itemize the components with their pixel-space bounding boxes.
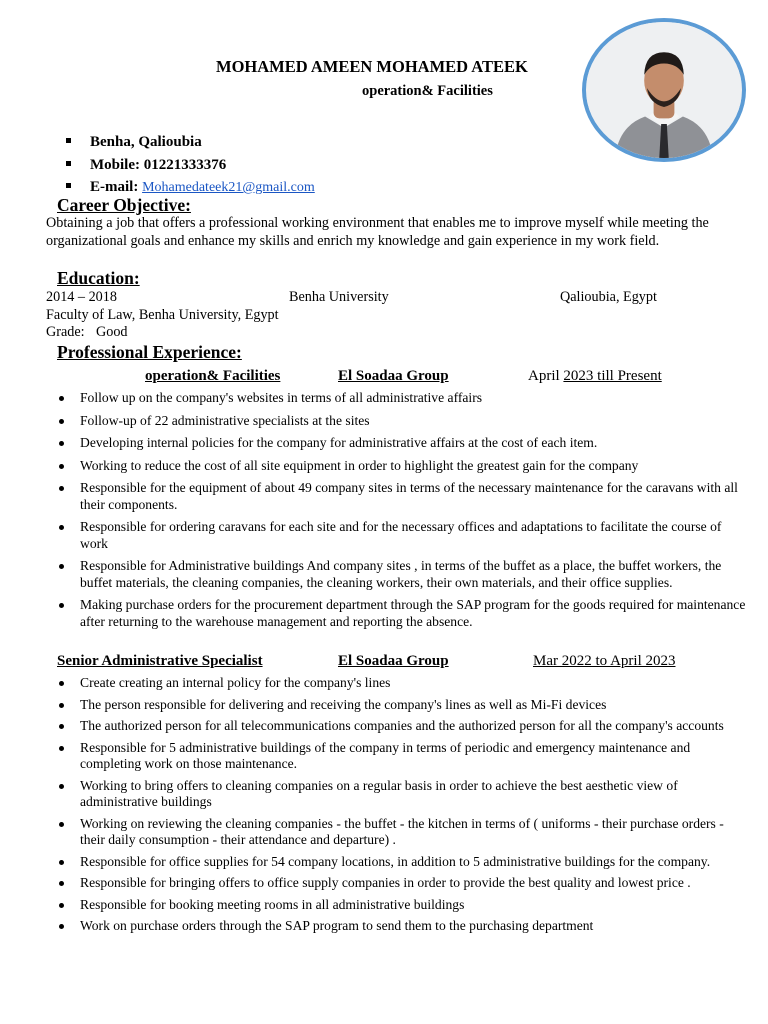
- job-title: Senior Administrative Specialist: [57, 653, 263, 669]
- list-item: Working to reduce the cost of all site equipment in order to highlight the greatest gain for the company: [58, 458, 746, 475]
- education-faculty-row: [46, 306, 746, 324]
- square-bullet-icon: [66, 183, 71, 188]
- mobile-number: 01221333376: [143, 156, 227, 173]
- job-date: [528, 366, 662, 386]
- job-date-rest: 2023 till Present: [563, 368, 662, 384]
- candidate-name: MOHAMED AMEEN MOHAMED ATEEK: [216, 57, 528, 76]
- education-years: 2014 – 2018: [46, 289, 117, 305]
- list-item: Follow-up of 22 administrative specialists at the sites: [58, 413, 746, 430]
- job-2-responsibilities: [58, 675, 746, 935]
- education-grade-row: [46, 323, 746, 341]
- email-label: E-mail:: [90, 179, 139, 195]
- list-item: Responsible for bringing offers to office supply companies in order to provide the best quality and lowest price .: [58, 875, 746, 892]
- job-date-prefix: April: [528, 368, 564, 384]
- list-item: Working to bring offers to cleaning companies on a regular basis in order to achieve the best aesthetic view of administrative buildings: [58, 778, 746, 811]
- candidate-title: operation& Facilities: [362, 83, 493, 99]
- list-item: Follow up on the company's websites in terms of all administrative affairs: [58, 390, 746, 407]
- contact-location: [66, 131, 315, 154]
- list-item: Working on reviewing the cleaning companies - the buffet - the kitchen in terms of ( uniforms - their purchase orders - their daily consumption - their attendance and departure) .: [58, 816, 746, 849]
- education-row: [46, 288, 746, 306]
- contact-list: [66, 131, 315, 199]
- list-item: Responsible for Administrative buildings And company sites , in terms of the buffet as a place, the buffet workers, the buffet materials, the cleaning companies, the cleaning workers, their own materials, and their office supplies.: [58, 558, 746, 591]
- experience-heading: Professional Experience:: [57, 342, 242, 362]
- list-item: Responsible for booking meeting rooms in all administrative buildings: [58, 897, 746, 914]
- job-header-1: [57, 366, 746, 386]
- job-company: El Soadaa Group: [338, 368, 449, 384]
- profile-photo: [582, 18, 746, 162]
- mobile-label: Mobile:: [90, 156, 140, 173]
- job-header-2: [57, 651, 746, 671]
- person-portrait-icon: [586, 22, 742, 158]
- list-item: Create creating an internal policy for the company's lines: [58, 675, 746, 692]
- list-item: Developing internal policies for the company for administrative affairs at the cost of each item.: [58, 435, 746, 452]
- contact-mobile: [66, 154, 315, 177]
- list-item: The authorized person for all telecommunications companies and the authorized person for all the company's accounts: [58, 718, 746, 735]
- list-item: Responsible for office supplies for 54 company locations, in addition to 5 administrative buildings for the company.: [58, 854, 746, 871]
- career-objective-heading: Career Objective:: [57, 195, 191, 215]
- list-item: Responsible for the equipment of about 49 company sites in terms of the necessary maintenance for the caravans with all their components.: [58, 480, 746, 513]
- location-text: Benha, Qalioubia: [90, 134, 202, 150]
- job-1-responsibilities: [58, 390, 746, 630]
- email-link[interactable]: Mohamedateek21@gmail.com: [142, 180, 315, 195]
- career-objective-text: Obtaining a job that offers a professional working environment that enables me to improve myself while meeting the organizational goals and enhance my skills and enrich my knowledge and gain experience in my work field.: [46, 215, 709, 249]
- list-item: The person responsible for delivering and receiving the company's lines as well as Mi-Fi devices: [58, 697, 746, 714]
- list-item: Work on purchase orders through the SAP program to send them to the purchasing department: [58, 918, 746, 935]
- grade-value: Good: [96, 324, 128, 340]
- list-item: Responsible for 5 administrative buildings of the company in terms of periodic and emergency maintenance and completing work on those maintenance.: [58, 740, 746, 773]
- list-item: Making purchase orders for the procurement department through the SAP program for the goods required for maintenance after returning to the warehouse management and reporting the absence.: [58, 597, 746, 630]
- list-item: Responsible for ordering caravans for each site and for the necessary offices and adaptations to facilitate the course of work: [58, 519, 746, 552]
- education-location: Qalioubia, Egypt: [560, 289, 657, 305]
- job-title: operation& Facilities: [145, 368, 281, 384]
- education-university: Benha University: [289, 289, 389, 305]
- job-date: Mar 2022 to April 2023: [533, 653, 676, 669]
- education-faculty: Faculty of Law, Benha University, Egypt: [46, 307, 279, 323]
- square-bullet-icon: [66, 161, 71, 166]
- grade-label: Grade:: [46, 324, 85, 340]
- job-company: El Soadaa Group: [338, 653, 449, 669]
- education-heading: Education:: [57, 268, 140, 288]
- square-bullet-icon: [66, 138, 71, 143]
